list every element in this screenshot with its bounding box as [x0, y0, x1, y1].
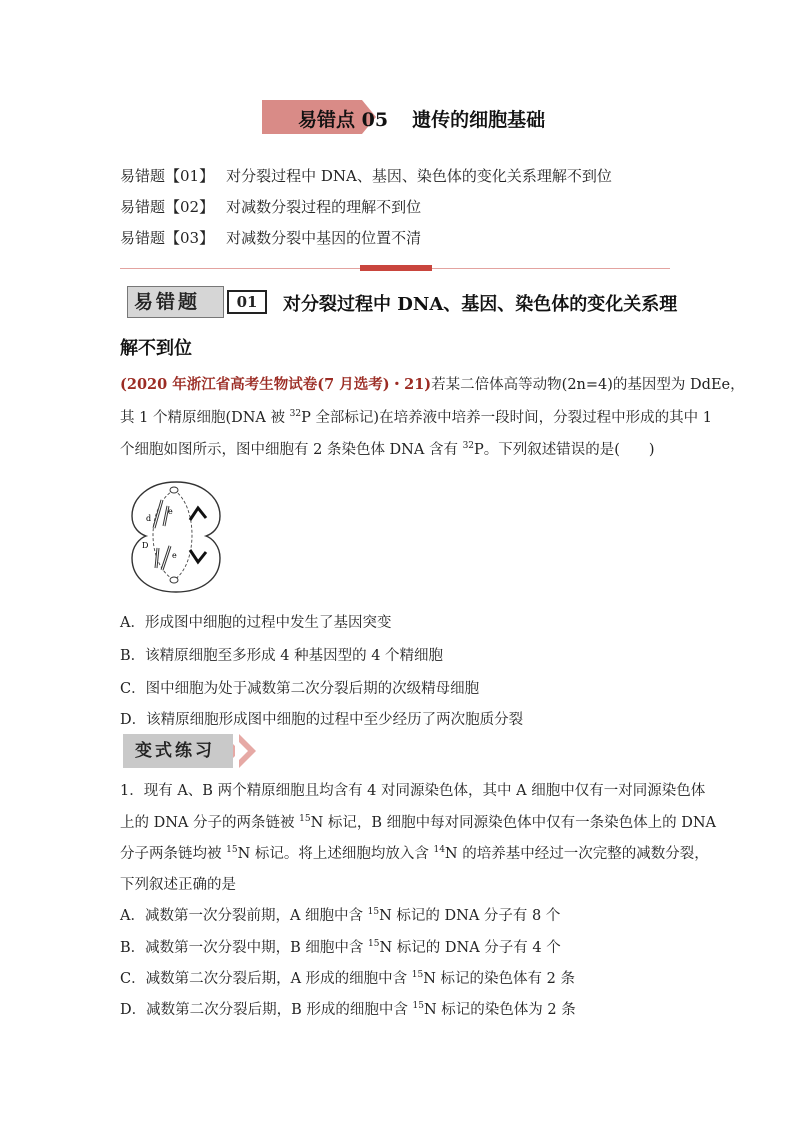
- practice-option-d: D．减数第二次分裂后期，B 形成的细胞中含 $^{15}$N 标记的染色体为 2 条: [120, 1001, 576, 1018]
- question-option-a: A．形成图中细胞的过程中发生了基因突变: [120, 615, 392, 631]
- question-line-1: (2020 年浙江省高考生物试卷(7 月选考)・21)若某二倍体高等动物(2n=4)的基因型为 DdEe，: [120, 376, 745, 393]
- question-line-2: 其 1 个精原细胞(DNA 被 $^{32}$P 全部标记)在培养液中培养一段时间，分裂过程中形成的其中 1: [120, 409, 712, 426]
- toc-item-03: 易错题【03】 对减数分裂中基因的位置不清: [120, 229, 422, 247]
- practice-banner: [123, 734, 269, 768]
- question-line-3: 个细胞如图所示，图中细胞有 2 条染色体 DNA 含有 $^{32}$P。下列叙述错误的是( ): [120, 441, 655, 458]
- section-heading: 对分裂过程中 DNA、基因、染色体的变化关系理: [283, 294, 678, 315]
- practice-line-1: 1．现有 A、B 两个精原细胞且均含有 4 对同源染色体，其中 A 细胞中仅有一对同源染色体: [120, 783, 706, 799]
- page-title: [262, 98, 582, 138]
- label-e-bottom: e: [172, 551, 177, 560]
- banner-number: 01: [227, 290, 267, 314]
- banner-label: 易错题: [127, 286, 224, 318]
- question-option-b: B．该精原细胞至多形成 4 种基因型的 4 个精细胞: [120, 648, 444, 664]
- divider-accent: [360, 265, 432, 271]
- question-option-d: D．该精原细胞形成图中细胞的过程中至少经历了两次胞质分裂: [120, 712, 524, 728]
- question-source: (2020 年浙江省高考生物试卷(7 月选考)・21): [120, 376, 432, 393]
- label-D: D: [142, 541, 149, 550]
- toc-item-01: 易错题【01】 对分裂过程中 DNA、基因、染色体的变化关系理解不到位: [120, 167, 612, 185]
- cell-division-figure: [128, 476, 224, 596]
- practice-line-2: 上的 DNA 分子的两条链被 $^{15}$N 标记，B 细胞中每对同源染色体中仅有一条染色体上的 DNA: [120, 814, 717, 831]
- practice-option-a: A．减数第一次分裂前期，A 细胞中含 $^{15}$N 标记的 DNA 分子有 8 个: [120, 907, 561, 924]
- toc-item-02: 易错题【02】 对减数分裂过程的理解不到位: [120, 198, 422, 216]
- label-e-top: e: [168, 507, 173, 516]
- label-d: d: [146, 514, 152, 523]
- practice-label: 变式练习: [123, 734, 233, 768]
- title-sub: 遗传的细胞基础: [412, 109, 546, 131]
- practice-option-c: C．减数第二次分裂后期，A 形成的细胞中含 $^{15}$N 标记的染色体有 2 条: [120, 970, 575, 987]
- practice-line-3: 分子两条链均被 $^{15}$N 标记。将上述细胞均放入含 $^{14}$N 的培养基中经过一次完整的减数分裂，: [120, 845, 709, 862]
- question-option-c: C．图中细胞为处于减数第二次分裂后期的次级精母细胞: [120, 681, 480, 697]
- practice-option-b: B．减数第一次分裂中期，B 细胞中含 $^{15}$N 标记的 DNA 分子有 4 个: [120, 939, 561, 956]
- practice-line-4: 下列叙述正确的是: [120, 877, 236, 893]
- section-banner: [127, 286, 269, 318]
- title-main: 易错点 05: [298, 109, 389, 131]
- section-heading-cont: 解不到位: [120, 338, 192, 359]
